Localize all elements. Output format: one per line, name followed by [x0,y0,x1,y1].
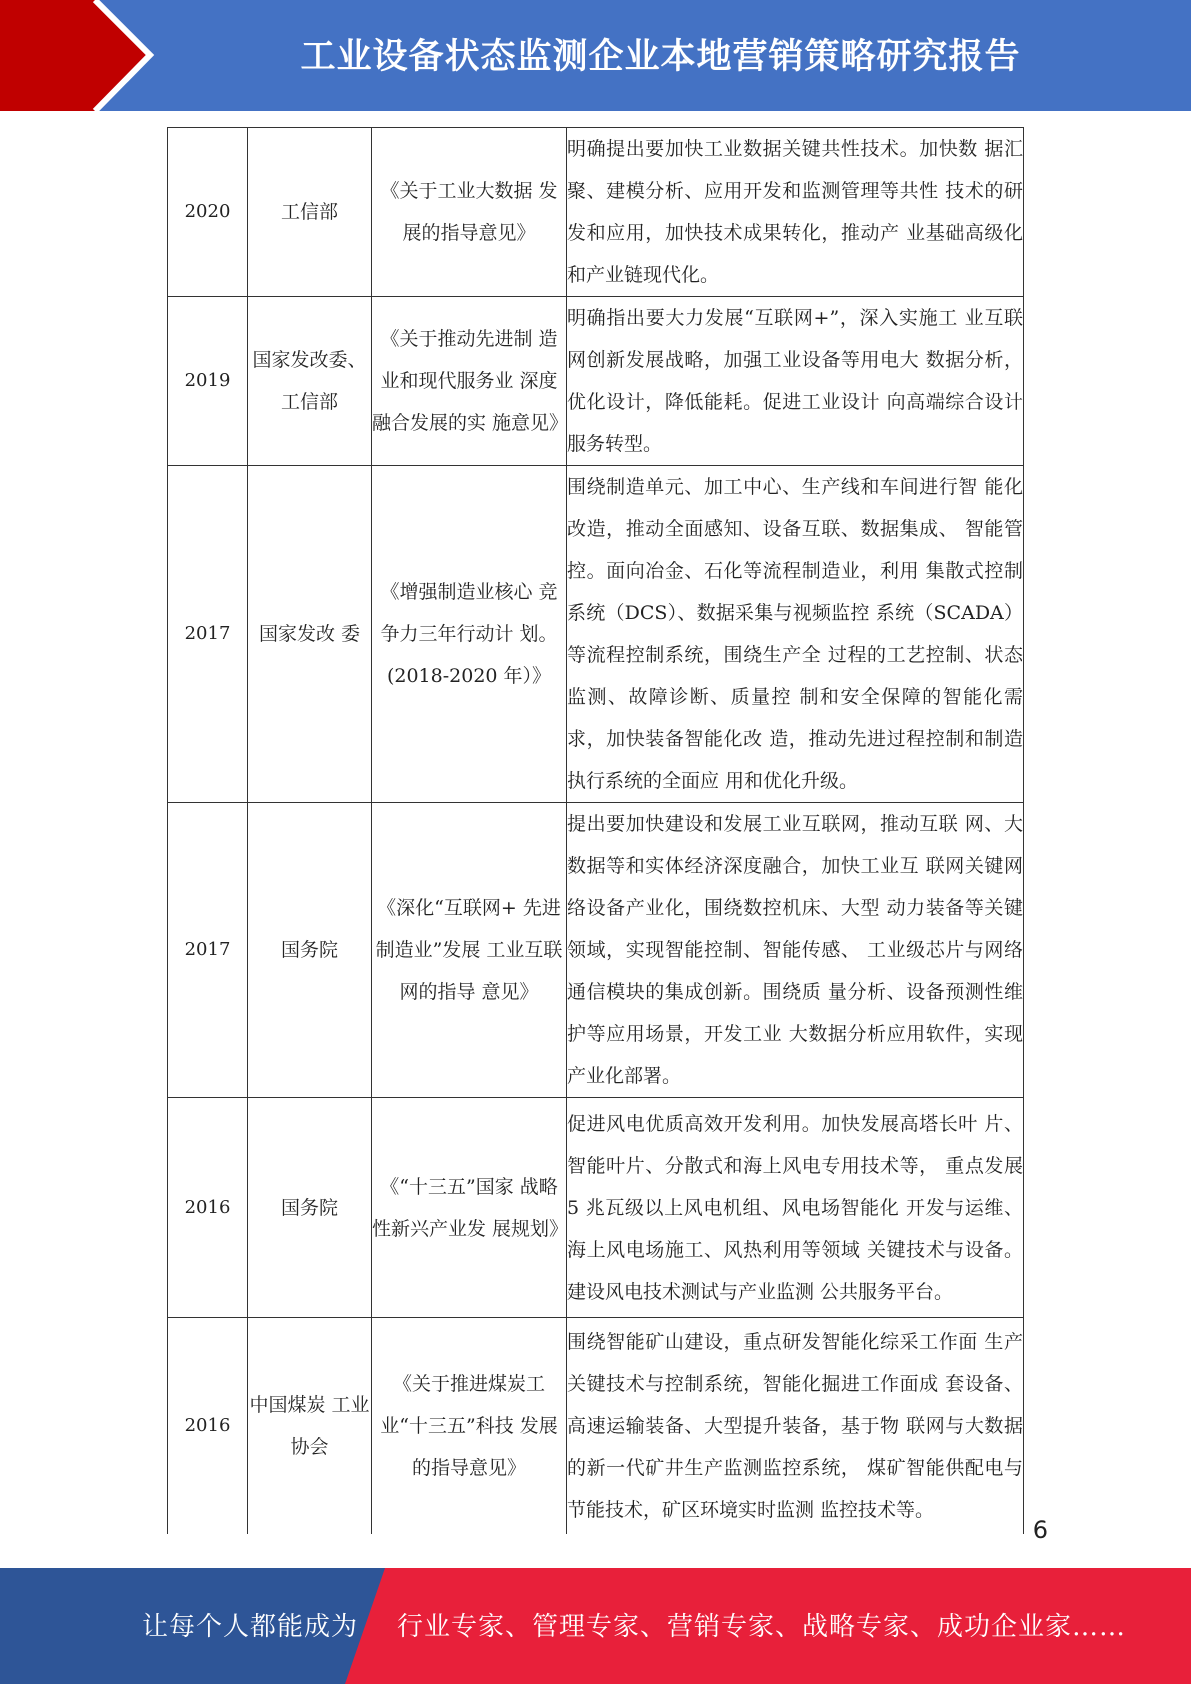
description-cell: 围绕制造单元、加工中心、生产线和车间进行智 能化改造，推动全面感知、设备互联、数据集成、 智能管控。面向冶金、石化等流程制造业，利用 集散式控制系统（DCS）、数据采集与视频监控 系统（SCADA）等流程控制系统，围绕生产全 过程的工艺控制、状态监测、故障诊断、质量控 制和安全保障的智能化需求，加快装备智能化改 造，推动先进过程控制和制造执行系统的全面应 用和优化升级。 [567,466,1024,803]
department-cell: 国务院 [248,803,372,1098]
department-cell: 国家发改 委 [248,466,372,803]
year-cell: 2016 [168,1098,248,1318]
document-cell: 《增强制造业核心 竞争力三年行动计 划。(2018-2020 年）》 [372,466,567,803]
description-cell: 促进风电优质高效开发利用。加快发展高塔长叶 片、智能叶片、分散式和海上风电专用技术等， 重点发展 5 兆瓦级以上风电机组、风电场智能化 开发与运维、海上风电场施工、风热利用等领域 关键技术与设备。建设风电技术测试与产业监测 公共服务平台。 [567,1098,1024,1318]
page-header [0,0,1191,111]
table-row [168,466,1024,803]
description-cell: 提出要加快建设和发展工业互联网，推动互联 网、大数据等和实体经济深度融合，加快工业互 联网关键网络设备产业化，围绕数控机床、大型 动力装备等关键领域，实现智能控制、智能传感、 工业级芯片与网络通信模块的集成创新。围绕质 量分析、设备预测性维护等应用场景，开发工业 大数据分析应用软件，实现产业化部署。 [567,803,1024,1098]
document-cell: 《“十三五”国家 战略性新兴产业发 展规划》 [372,1098,567,1318]
document-cell: 《关于推动先进制 造业和现代服务业 深度融合发展的实 施意见》 [372,297,567,466]
description-cell: 明确提出要加快工业数据关键共性技术。加快数 据汇聚、建模分析、应用开发和监测管理等共性 技术的研发和应用，加快技术成果转化，推动产 业基础高级化和产业链现代化。 [567,128,1024,297]
document-cell: 《深化“互联网+ 先进制造业”发展 工业互联网的指导 意见》 [372,803,567,1098]
document-cell: 《关于推进煤炭工 业“十三五”科技 发展的指导意见》 [372,1318,567,1534]
table-row [168,803,1024,1098]
page-number: 6 [1032,1516,1048,1544]
department-cell: 工信部 [248,128,372,297]
table-row [168,1098,1024,1318]
description-cell: 围绕智能矿山建设，重点研发智能化综采工作面 生产关键技术与控制系统，智能化掘进工作面成 套设备、高速运输装备、大型提升装备，基于物 联网与大数据的新一代矿井生产监测监控系统， 煤矿智能供配电与节能技术，矿区环境实时监测 监控技术等。 [567,1318,1024,1534]
page-footer [0,1568,1191,1684]
department-cell: 国家发改委、工信部 [248,297,372,466]
footer-slogan-right: 行业专家、管理专家、营销专家、战略专家、成功企业家…… [397,1612,1127,1642]
year-cell: 2019 [168,297,248,466]
footer-slogan-left: 让每个人都能成为 [142,1612,359,1642]
table-row [168,128,1024,297]
table-row [168,297,1024,466]
report-title: 工业设备状态监测企业本地营销策略研究报告 [300,37,1021,77]
table-row [168,1318,1024,1534]
department-cell: 中国煤炭 工业协会 [248,1318,372,1534]
document-cell: 《关于工业大数据 发展的指导意见》 [372,128,567,297]
department-cell: 国务院 [248,1098,372,1318]
description-cell: 明确指出要大力发展“互联网+”，深入实施工 业互联网创新发展战略，加强工业设备等用电大 数据分析，优化设计，降低能耗。促进工业设计 向高端综合设计服务转型。 [567,297,1024,466]
year-cell: 2017 [168,466,248,803]
year-cell: 2017 [168,803,248,1098]
year-cell: 2016 [168,1318,248,1534]
year-cell: 2020 [168,128,248,297]
policy-table [167,127,1024,1534]
